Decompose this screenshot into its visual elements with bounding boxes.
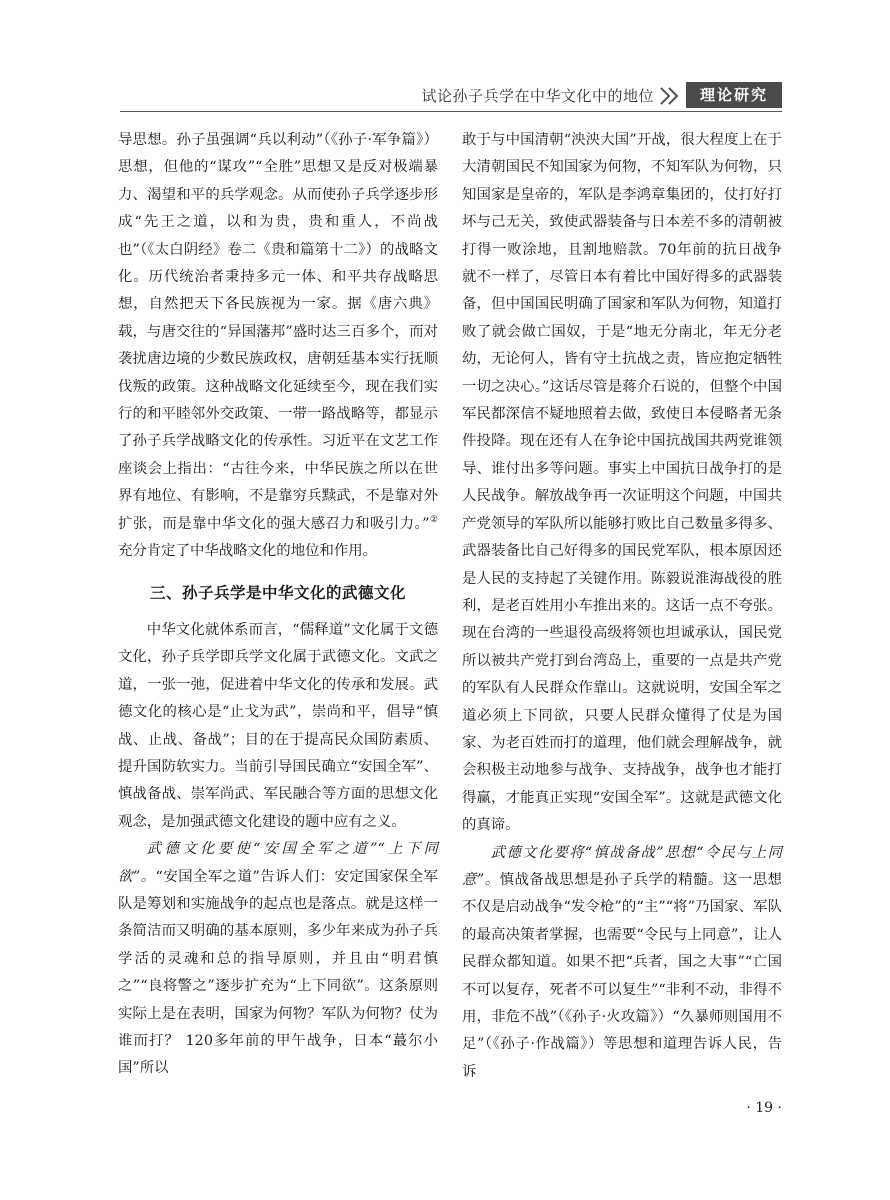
section-heading: 三、孙子兵学是中华文化的武德文化: [149, 583, 406, 602]
page-number: · 19 ·: [746, 1100, 782, 1116]
paragraph-text: 慎战备战思想是孙子兵学的精髓。这一思想不仅是启动战争“发令枪”的“主”“将”乃国家、军队的最高决策者掌握，也需要“令民与上同意”，让人民群众都知道。如果不把“兵者，国之大事”“亡国不可以复存，死者不可以复生”“非利不动，非得不用，非危不战”（《孙子·火攻篇》）“久暴师则国用不足”（《孙子·作战篇》）等思想和道理告诉人民，告诉: [462, 871, 782, 1080]
paragraph: 中华文化就体系而言，“儒释道”文化属于文德文化，孙子兵学即兵学文化属于武德文化。文武之道，一张一弛，促进着中华文化的传承和发展。武德文化的核心是“止戈为武”，崇尚和平，倡导“慎战、止战、备战”；目的在于提高民众国防素质、提升国防软实力。当前引导国民确立“安国全军”、慎战备战、崇军尚武、军民融合等方面的思想文化观念，是加强武德文化建设的题中应有之义。: [118, 621, 438, 830]
right-column: [462, 127, 782, 1086]
header-divider: [120, 111, 782, 112]
running-header-title: 试论孙子兵学在中华文化中的地位: [421, 87, 654, 105]
running-header: [120, 80, 782, 112]
paragraph: [118, 127, 438, 566]
left-column: [118, 127, 438, 1083]
section-badge: 理论研究: [686, 82, 782, 108]
paragraph: [118, 836, 438, 1083]
paragraph: [462, 840, 782, 1087]
lead-sentence: 武德文化要将“慎战备战”思想“令民与上同意”。: [462, 844, 782, 888]
paragraph-text: 导思想。孙子虽强调“兵以利动”（《孙子·军争篇》）思想，但他的“谋攻”“全胜”思想又是反对极端暴力、渴望和平的兵学观念。从而使孙子兵学逐步形成“先王之道，以和为贵，贵和重人，不尚战也”（《太白阴经》卷二《贵和篇第十二》）的战略文化。历代统治者秉持多元一体、和平共存战略思想，自然把天下各民族视为一家。据《唐六典》载，与唐交往的“异国藩邦”盛时达三百多个，而对袭扰唐边境的少数民族政权，唐朝廷基本实行抚顺伐叛的政策。这种战略文化延续至今，现在我们实行的和平睦邻外交政策、一带一路战略等，都显示了孙子兵学战略文化的传承性。习近平在文艺工作座谈会上指出：“古往今来，中华民族之所以在世界有地位、有影响，不是靠穷兵黩武，不是靠对外扩张，而是靠中华文化的强大感召力和吸引力。”: [118, 132, 438, 532]
paragraph-text: 充分肯定了中华战略文化的地位和作用。: [118, 543, 378, 560]
footnote-ref: ②: [429, 514, 438, 525]
lead-sentence: 武德文化要使“安国全军之道”“上下同欲”。: [118, 841, 438, 885]
paragraph-text: “安国全军之道”告诉人们：安定国家保全军队是筹划和实施战争的起点也是落点。就是这样一条简洁而又明确的基本原则，多少年来成为孙子兵学活的灵魂和总的指导原则，并且由“明君慎之”“良将警之”逐步扩充为“上下同欲”。这条原则实际上是在表明，国家为何物？军队为何物？仗为谁而打？ 120多年前的甲午战争，日本“蕞尔小国”所以: [118, 868, 439, 1077]
double-chevron-icon: [658, 86, 682, 106]
paragraph: 敢于与中国清朝“泱泱大国”开战，很大程度上在于大清朝国民不知国家为何物，不知军队为何物，只知国家是皇帝的，军队是李鸿章集团的，仗打好打坏与己无关，致使武器装备与日本差不多的清朝被打得一败涂地，且割地赔款。70年前的抗日战争就不一样了，尽管日本有着比中国好得多的武器装备，但中国国民明确了国家和军队为何物，知道打败了就会做亡国奴，于是“地无分南北，年无分老幼，无论何人，皆有守土抗战之责，皆应抱定牺牲一切之决心。”这话尽管是蒋介石说的，但整个中国军民都深信不疑地照着去做，致使日本侵略者无条件投降。现在还有人在争论中国抗战国共两党谁领导、谁付出多等问题。事实上中国抗日战争打的是人民战争。解放战争再一次证明这个问题，中国共产党领导的军队所以能够打败比自己数量多得多、武器装备比自己好得多的国民党军队，根本原因还是人民的支持起了关键作用。陈毅说淮海战役的胜利，是老百姓用小车推出来的。这话一点不夸张。现在台湾的一些退役高级将领也坦诚承认，国民党所以被共产党打到台湾岛上，重要的一点是共产党的军队有人民群众作靠山。这就说明，安国全军之道必须上下同欲，只要人民群众懂得了仗是为国家、为老百姓而打的道理，他们就会理解战争，就会积极主动地参与战争、支持战争，战争也才能打得赢，才能真正实现“安国全军”。这就是武德文化的真谛。: [462, 132, 782, 834]
